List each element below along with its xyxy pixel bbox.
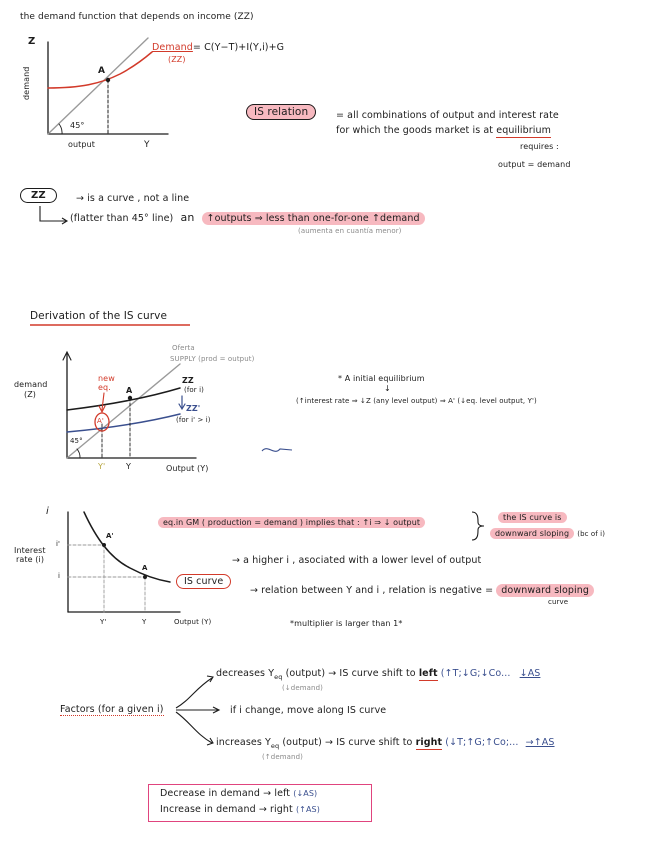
zz-label: (ZZ) (168, 55, 186, 64)
top-axis-output: output (68, 140, 95, 149)
top-axis-y: Y (144, 140, 150, 150)
derivation-note1: * A initial equilibrium (338, 374, 425, 383)
is-relation-pill: IS relation (246, 106, 316, 118)
is-interest-rate-1: Interest (14, 546, 46, 555)
equilibrium-word: equilibrium (496, 125, 552, 136)
is-eq-text: eq.in GM ( production = demand ) implies that : ↑i ⇒ ↓ output (158, 517, 425, 528)
brace (472, 512, 484, 540)
zz-prime-for: (for i' > i) (176, 416, 211, 424)
derivation-y-prime: Y' (98, 462, 106, 471)
factors-change-i: if i change, move along IS curve (230, 705, 387, 716)
zz-highlight: ↑outputs ⇒ less than one-for-one ↑demand (202, 212, 425, 225)
is-relation-line2: for which the goods market is at equilibrium (336, 125, 552, 136)
derivation-demand-axis: demand (14, 380, 48, 389)
new-eq-label-1: new (98, 374, 115, 383)
is-y-prime: Y' (100, 618, 107, 626)
oferta-label: Oferta (172, 344, 195, 352)
summary-line2: Increase in demand → right (↑AS) (160, 804, 320, 815)
is-relation-output-demand: output = demand (498, 160, 571, 169)
derivation-note2: (↑interest rate ⇒ ↓Z (any level output) ⇒ A' (↓eq. level output, Y') (296, 397, 537, 405)
is-output-axis: Output (Y) (174, 618, 212, 626)
zz-line1: → is a curve , not a line (76, 193, 190, 204)
factors-inc-gloss: (↑demand) (262, 753, 303, 761)
top-point-a-label: A (98, 66, 106, 76)
derivation-label-45: 45° (70, 437, 83, 445)
demand-word: Demand (152, 42, 193, 53)
is-interest-rate-2: rate (i) (16, 555, 45, 564)
is-downward-line2: downward sloping (bc of i) (490, 528, 605, 539)
factors-label: Factors (for a given i) (60, 704, 164, 715)
derivation-demand-axis-sub: (Z) (24, 390, 37, 399)
is-curve-pill: IS curve (176, 576, 231, 587)
is-higher-i: → a higher i , asociated with a lower level of output (232, 555, 482, 566)
is-relation-curve: curve (548, 598, 569, 606)
blue-squiggle-arrow (262, 449, 292, 452)
top-axis-demand: demand (22, 66, 31, 100)
is-relation-between: → relation between Y and i , relation is negative = downward sloping (250, 585, 594, 596)
zz-line2: (flatter than 45° line) an ↑outputs ⇒ less than one-for-one ↑demand (70, 211, 425, 224)
is-multiplier: *multiplier is larger than 1* (290, 619, 403, 628)
derivation-graph (63, 352, 196, 458)
zz-prime-curve (67, 414, 180, 432)
zz-curve-label: ZZ (182, 376, 194, 385)
supply-45-line (67, 364, 180, 458)
top-45-line (48, 38, 148, 134)
is-y: Y (142, 618, 147, 626)
demand-formula: = C(Y−T)+I(Y,i)+G (192, 42, 285, 53)
derivation-y: Y (126, 462, 131, 471)
derivation-note-arrow: ↓ (384, 384, 391, 393)
zz-gloss: (aumenta en cuantía menor) (298, 227, 402, 235)
top-demand-graph (48, 38, 168, 134)
factors-decreases: decreases $Y_{eq}$ (output) → IS curve shift to left (↑T;↓G;↓Co... ↓AS (216, 668, 541, 681)
is-i-axis: i (46, 506, 49, 517)
is-relation-requires: requires : (520, 142, 559, 151)
derivation-title: Derivation of the IS curve (30, 310, 168, 322)
is-point-a: A (142, 564, 148, 572)
factors-increases: increases $Y_{eq}$ (output) → IS curve shift to right (↓T;↑G;↑Co;... →↑AS (216, 737, 555, 750)
new-eq-label-2: eq. (98, 383, 111, 392)
top-45-arc (59, 124, 62, 134)
is-downward-box: the IS curve is (490, 512, 567, 523)
summary-line1: Decrease in demand → left (↓AS) (160, 788, 318, 799)
derivation-point-a-prime: A' (97, 417, 104, 425)
zz-prime-label: ZZ' (186, 404, 201, 413)
derivation-point-a: A (126, 386, 133, 395)
derivation-output-axis: Output (Y) (166, 464, 209, 473)
factors-tree (176, 676, 219, 745)
top-label-45: 45° (70, 121, 85, 130)
zz-curve-for: (for i) (184, 386, 204, 394)
is-i-prime: i' (56, 540, 61, 548)
zz-hook-arrow (40, 206, 66, 221)
demand-label (152, 42, 284, 53)
zz-pill: ZZ (20, 190, 57, 201)
is-point-a-prime: A' (106, 532, 114, 540)
top-point-a (106, 78, 110, 82)
top-axis-z: Z (28, 36, 36, 47)
top-heading: the demand function that depends on income (ZZ) (20, 12, 254, 22)
factors-dec-gloss: (↓demand) (282, 684, 323, 692)
zz-curve (67, 388, 180, 410)
is-i: i (58, 572, 61, 580)
supply-label: SUPPLY (prod = output) (170, 355, 255, 363)
is-relation-line1: = all combinations of output and interest rate (336, 110, 559, 121)
